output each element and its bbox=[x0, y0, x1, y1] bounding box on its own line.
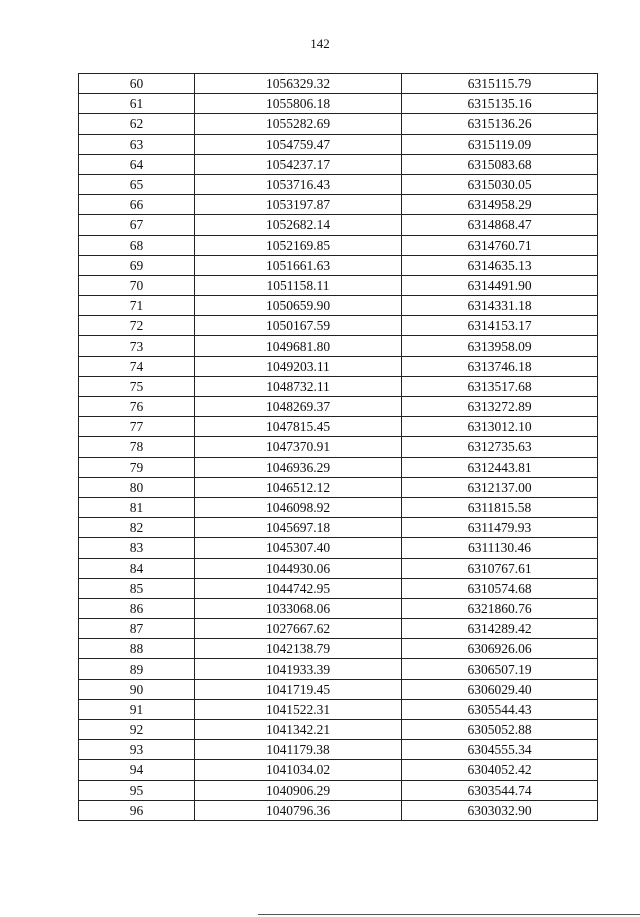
point-number-cell: 89 bbox=[79, 659, 195, 679]
table-row bbox=[79, 296, 598, 316]
point-number-cell: 85 bbox=[79, 578, 195, 598]
y-coordinate-cell: 6315083.68 bbox=[402, 154, 598, 174]
point-number-cell: 92 bbox=[79, 720, 195, 740]
y-coordinate-cell: 6312443.81 bbox=[402, 457, 598, 477]
point-number-cell: 78 bbox=[79, 437, 195, 457]
y-coordinate-cell: 6314491.90 bbox=[402, 275, 598, 295]
point-number-cell: 62 bbox=[79, 114, 195, 134]
table-row bbox=[79, 659, 598, 679]
y-coordinate-cell: 6314331.18 bbox=[402, 296, 598, 316]
x-coordinate-cell: 1052682.14 bbox=[195, 215, 402, 235]
y-coordinate-cell: 6314635.13 bbox=[402, 255, 598, 275]
y-coordinate-cell: 6303544.74 bbox=[402, 780, 598, 800]
x-coordinate-cell: 1046098.92 bbox=[195, 497, 402, 517]
table-row bbox=[79, 699, 598, 719]
x-coordinate-cell: 1041719.45 bbox=[195, 679, 402, 699]
point-number-cell: 75 bbox=[79, 376, 195, 396]
table-row bbox=[79, 94, 598, 114]
x-coordinate-cell: 1047370.91 bbox=[195, 437, 402, 457]
point-number-cell: 68 bbox=[79, 235, 195, 255]
point-number-cell: 61 bbox=[79, 94, 195, 114]
point-number-cell: 73 bbox=[79, 336, 195, 356]
y-coordinate-cell: 6305544.43 bbox=[402, 699, 598, 719]
x-coordinate-cell: 1041933.39 bbox=[195, 659, 402, 679]
x-coordinate-cell: 1027667.62 bbox=[195, 619, 402, 639]
table-row bbox=[79, 740, 598, 760]
point-number-cell: 79 bbox=[79, 457, 195, 477]
x-coordinate-cell: 1040796.36 bbox=[195, 800, 402, 820]
y-coordinate-cell: 6313012.10 bbox=[402, 417, 598, 437]
table-row bbox=[79, 720, 598, 740]
x-coordinate-cell: 1046936.29 bbox=[195, 457, 402, 477]
y-coordinate-cell: 6314289.42 bbox=[402, 619, 598, 639]
x-coordinate-cell: 1051661.63 bbox=[195, 255, 402, 275]
table-row bbox=[79, 578, 598, 598]
x-coordinate-cell: 1049681.80 bbox=[195, 336, 402, 356]
point-number-cell: 81 bbox=[79, 497, 195, 517]
y-coordinate-cell: 6311479.93 bbox=[402, 518, 598, 538]
table-row bbox=[79, 619, 598, 639]
y-coordinate-cell: 6314760.71 bbox=[402, 235, 598, 255]
x-coordinate-cell: 1050659.90 bbox=[195, 296, 402, 316]
table-row bbox=[79, 255, 598, 275]
x-coordinate-cell: 1054237.17 bbox=[195, 154, 402, 174]
y-coordinate-cell: 6304555.34 bbox=[402, 740, 598, 760]
point-number-cell: 86 bbox=[79, 598, 195, 618]
point-number-cell: 80 bbox=[79, 477, 195, 497]
x-coordinate-cell: 1048732.11 bbox=[195, 376, 402, 396]
x-coordinate-cell: 1048269.37 bbox=[195, 397, 402, 417]
point-number-cell: 87 bbox=[79, 619, 195, 639]
table-row bbox=[79, 538, 598, 558]
x-coordinate-cell: 1047815.45 bbox=[195, 417, 402, 437]
x-coordinate-cell: 1046512.12 bbox=[195, 477, 402, 497]
x-coordinate-cell: 1053716.43 bbox=[195, 174, 402, 194]
point-number-cell: 74 bbox=[79, 356, 195, 376]
point-number-cell: 96 bbox=[79, 800, 195, 820]
coordinates-table bbox=[78, 73, 598, 821]
table-row bbox=[79, 679, 598, 699]
table-row bbox=[79, 195, 598, 215]
point-number-cell: 66 bbox=[79, 195, 195, 215]
y-coordinate-cell: 6314868.47 bbox=[402, 215, 598, 235]
x-coordinate-cell: 1044742.95 bbox=[195, 578, 402, 598]
y-coordinate-cell: 6306926.06 bbox=[402, 639, 598, 659]
table-row bbox=[79, 477, 598, 497]
table-row bbox=[79, 417, 598, 437]
y-coordinate-cell: 6305052.88 bbox=[402, 720, 598, 740]
point-number-cell: 90 bbox=[79, 679, 195, 699]
table-row bbox=[79, 780, 598, 800]
y-coordinate-cell: 6321860.76 bbox=[402, 598, 598, 618]
y-coordinate-cell: 6311130.46 bbox=[402, 538, 598, 558]
y-coordinate-cell: 6315030.05 bbox=[402, 174, 598, 194]
table-row bbox=[79, 154, 598, 174]
y-coordinate-cell: 6306029.40 bbox=[402, 679, 598, 699]
table-row bbox=[79, 316, 598, 336]
x-coordinate-cell: 1056329.32 bbox=[195, 74, 402, 94]
y-coordinate-cell: 6312735.63 bbox=[402, 437, 598, 457]
point-number-cell: 77 bbox=[79, 417, 195, 437]
point-number-cell: 71 bbox=[79, 296, 195, 316]
table-row bbox=[79, 235, 598, 255]
x-coordinate-cell: 1051158.11 bbox=[195, 275, 402, 295]
table-row bbox=[79, 639, 598, 659]
table-row bbox=[79, 356, 598, 376]
y-coordinate-cell: 6314958.29 bbox=[402, 195, 598, 215]
x-coordinate-cell: 1055806.18 bbox=[195, 94, 402, 114]
y-coordinate-cell: 6315115.79 bbox=[402, 74, 598, 94]
table-row bbox=[79, 74, 598, 94]
point-number-cell: 82 bbox=[79, 518, 195, 538]
table-row bbox=[79, 376, 598, 396]
y-coordinate-cell: 6306507.19 bbox=[402, 659, 598, 679]
x-coordinate-cell: 1041342.21 bbox=[195, 720, 402, 740]
y-coordinate-cell: 6315136.26 bbox=[402, 114, 598, 134]
point-number-cell: 69 bbox=[79, 255, 195, 275]
x-coordinate-cell: 1045697.18 bbox=[195, 518, 402, 538]
x-coordinate-cell: 1041522.31 bbox=[195, 699, 402, 719]
point-number-cell: 76 bbox=[79, 397, 195, 417]
point-number-cell: 88 bbox=[79, 639, 195, 659]
table-row bbox=[79, 134, 598, 154]
x-coordinate-cell: 1040906.29 bbox=[195, 780, 402, 800]
table-row bbox=[79, 497, 598, 517]
x-coordinate-cell: 1045307.40 bbox=[195, 538, 402, 558]
x-coordinate-cell: 1052169.85 bbox=[195, 235, 402, 255]
y-coordinate-cell: 6313517.68 bbox=[402, 376, 598, 396]
x-coordinate-cell: 1049203.11 bbox=[195, 356, 402, 376]
y-coordinate-cell: 6315135.16 bbox=[402, 94, 598, 114]
table-row bbox=[79, 800, 598, 820]
table-row bbox=[79, 760, 598, 780]
point-number-cell: 95 bbox=[79, 780, 195, 800]
x-coordinate-cell: 1055282.69 bbox=[195, 114, 402, 134]
point-number-cell: 67 bbox=[79, 215, 195, 235]
y-coordinate-cell: 6303032.90 bbox=[402, 800, 598, 820]
table-row bbox=[79, 114, 598, 134]
y-coordinate-cell: 6310767.61 bbox=[402, 558, 598, 578]
scan-edge-line bbox=[258, 914, 640, 915]
table-row bbox=[79, 215, 598, 235]
y-coordinate-cell: 6313272.89 bbox=[402, 397, 598, 417]
x-coordinate-cell: 1041034.02 bbox=[195, 760, 402, 780]
point-number-cell: 65 bbox=[79, 174, 195, 194]
x-coordinate-cell: 1053197.87 bbox=[195, 195, 402, 215]
x-coordinate-cell: 1044930.06 bbox=[195, 558, 402, 578]
table-row bbox=[79, 457, 598, 477]
table-row bbox=[79, 558, 598, 578]
table-row bbox=[79, 174, 598, 194]
point-number-cell: 94 bbox=[79, 760, 195, 780]
point-number-cell: 91 bbox=[79, 699, 195, 719]
x-coordinate-cell: 1050167.59 bbox=[195, 316, 402, 336]
coordinates-table-body bbox=[79, 74, 598, 821]
y-coordinate-cell: 6310574.68 bbox=[402, 578, 598, 598]
x-coordinate-cell: 1054759.47 bbox=[195, 134, 402, 154]
y-coordinate-cell: 6314153.17 bbox=[402, 316, 598, 336]
y-coordinate-cell: 6313746.18 bbox=[402, 356, 598, 376]
x-coordinate-cell: 1033068.06 bbox=[195, 598, 402, 618]
table-row bbox=[79, 518, 598, 538]
point-number-cell: 60 bbox=[79, 74, 195, 94]
table-row bbox=[79, 397, 598, 417]
y-coordinate-cell: 6304052.42 bbox=[402, 760, 598, 780]
point-number-cell: 64 bbox=[79, 154, 195, 174]
y-coordinate-cell: 6313958.09 bbox=[402, 336, 598, 356]
point-number-cell: 84 bbox=[79, 558, 195, 578]
table-row bbox=[79, 437, 598, 457]
x-coordinate-cell: 1041179.38 bbox=[195, 740, 402, 760]
y-coordinate-cell: 6311815.58 bbox=[402, 497, 598, 517]
table-row bbox=[79, 275, 598, 295]
point-number-cell: 70 bbox=[79, 275, 195, 295]
point-number-cell: 72 bbox=[79, 316, 195, 336]
table-row bbox=[79, 336, 598, 356]
y-coordinate-cell: 6315119.09 bbox=[402, 134, 598, 154]
page-number: 142 bbox=[310, 36, 330, 51]
point-number-cell: 83 bbox=[79, 538, 195, 558]
y-coordinate-cell: 6312137.00 bbox=[402, 477, 598, 497]
point-number-cell: 63 bbox=[79, 134, 195, 154]
x-coordinate-cell: 1042138.79 bbox=[195, 639, 402, 659]
point-number-cell: 93 bbox=[79, 740, 195, 760]
table-row bbox=[79, 598, 598, 618]
